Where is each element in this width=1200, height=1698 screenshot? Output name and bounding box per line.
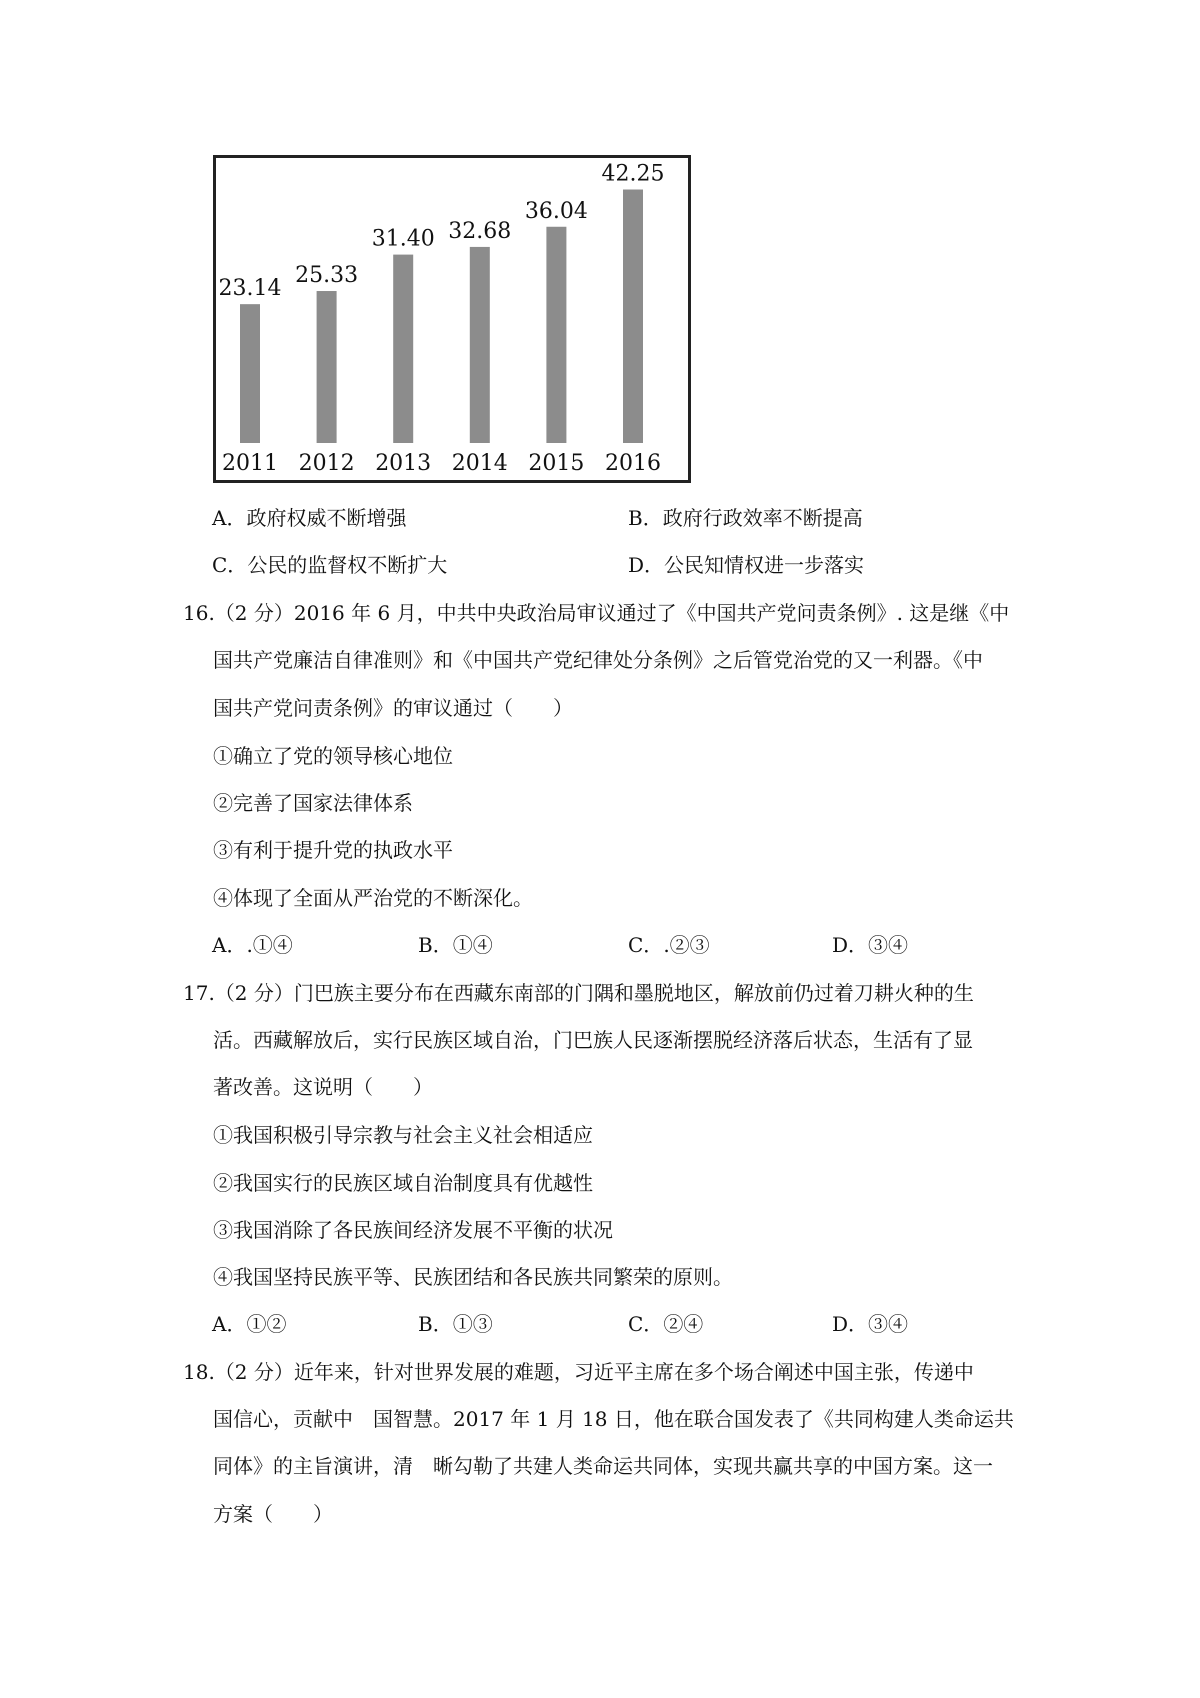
q18-stem-line-4: 方案（ ）	[213, 1502, 333, 1526]
q16-item-2: ②完善了国家法律体系	[213, 791, 413, 815]
value-label-2016: 42.25	[601, 161, 665, 187]
q18-stem-line-1: 18.（2 分）近年来，针对世界发展的难题，习近平主席在多个场合阐述中国主张，传递中	[183, 1360, 974, 1384]
value-label-2015: 36.04	[524, 198, 588, 224]
q17-item-2: ②我国实行的民族区域自治制度具有优越性	[213, 1171, 593, 1195]
q15-option-c[interactable]: C．公民的监督权不断扩大	[212, 553, 448, 577]
q17-stem-line-1: 17.（2 分）门巴族主要分布在西藏东南部的门隅和墨脱地区，解放前仍过着刀耕火种的生	[183, 981, 974, 1005]
bar-2012	[317, 291, 337, 443]
q15-option-b[interactable]: B．政府行政效率不断提高	[628, 506, 863, 530]
q17-item-4: ④我国坚持民族平等、民族团结和各民族共同繁荣的原则。	[213, 1265, 733, 1289]
q15-option-d[interactable]: D．公民知情权进一步落实	[628, 553, 865, 577]
q16-option-d[interactable]: D．③④	[832, 933, 909, 957]
tick-label-2015: 2015	[528, 451, 585, 476]
tick-label-2012: 2012	[298, 451, 355, 476]
q17-item-1: ①我国积极引导宗教与社会主义社会相适应	[213, 1123, 593, 1147]
q17-option-a[interactable]: A．①②	[212, 1312, 287, 1336]
bar-2015	[546, 227, 566, 443]
q16-option-b[interactable]: B．①④	[418, 933, 493, 957]
q16-option-a[interactable]: A．.①④	[212, 933, 293, 957]
bar-chart	[213, 155, 691, 483]
value-label-2012: 25.33	[295, 263, 359, 289]
q17-item-3: ③我国消除了各民族间经济发展不平衡的状况	[213, 1218, 613, 1242]
q17-option-d[interactable]: D．③④	[832, 1312, 909, 1336]
bar-2014	[470, 247, 490, 443]
q18-stem-line-3: 同体》的主旨演讲，清 晰勾勒了共建人类命运共同体，实现共赢共享的中国方案。这一	[213, 1454, 993, 1478]
value-label-2011: 23.14	[218, 276, 282, 302]
q16-stem-line-1: 16.（2 分）2016 年 6 月，中共中央政治局审议通过了《中国共产党问责条例》. 这是继《中	[183, 601, 1010, 625]
q16-option-c[interactable]: C．.②③	[628, 933, 710, 957]
tick-label-2014: 2014	[451, 451, 508, 476]
bar-2013	[393, 255, 413, 443]
q15-option-a[interactable]: A．政府权威不断增强	[212, 506, 407, 530]
q17-stem-line-3: 著改善。这说明（ ）	[213, 1075, 433, 1099]
value-label-2014: 32.68	[448, 218, 512, 244]
value-label-2013: 31.40	[371, 226, 435, 252]
q16-item-3: ③有利于提升党的执政水平	[213, 838, 453, 862]
q17-option-b[interactable]: B．①③	[418, 1312, 493, 1336]
q16-stem-line-3: 国共产党问责条例》的审议通过（ ）	[213, 696, 573, 720]
q16-stem-line-2: 国共产党廉洁自律准则》和《中国共产党纪律处分条例》之后管党治党的又一利器。《中	[213, 648, 983, 672]
tick-label-2011: 2011	[222, 451, 278, 476]
tick-label-2013: 2013	[375, 451, 432, 476]
chart-svg	[216, 158, 688, 480]
q17-stem-line-2: 活。西藏解放后，实行民族区域自治，门巴族人民逐渐摆脱经济落后状态，生活有了显	[213, 1028, 973, 1052]
bar-2011	[240, 304, 260, 443]
q17-option-c[interactable]: C．②④	[628, 1312, 704, 1336]
q16-item-4: ④体现了全面从严治党的不断深化。	[213, 886, 533, 910]
q16-item-1: ①确立了党的领导核心地位	[213, 744, 453, 768]
tick-label-2016: 2016	[605, 451, 661, 476]
q18-stem-line-2: 国信心，贡献中 国智慧。2017 年 1 月 18 日，他在联合国发表了《共同构建人类命运共	[213, 1407, 1014, 1431]
bar-2016	[623, 190, 643, 444]
